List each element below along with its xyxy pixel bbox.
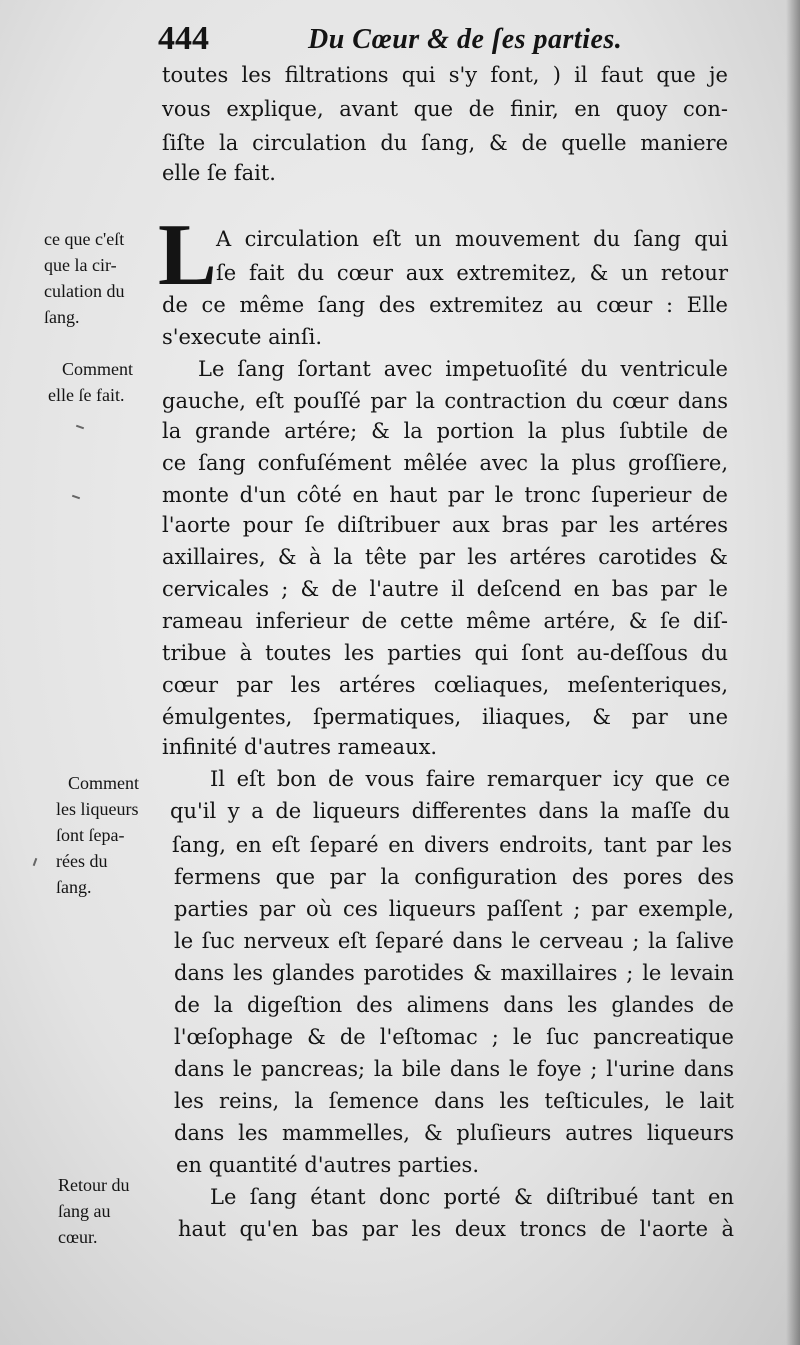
text-line: elle ſe fait.: [162, 161, 276, 185]
margin-note: Comment les liqueurs ſont ſepa- rées du ſang.: [56, 773, 139, 897]
text-line: dans les glandes parotides & maxillaires ; le levain: [174, 961, 734, 985]
text-line: qu'il y a de liqueurs differentes dans la maſſe du: [170, 799, 730, 823]
text-line: fermens que par la configuration des pores des: [174, 865, 734, 889]
text-line: gauche, eſt pouſſé par la contraction du cœur dans: [162, 389, 728, 413]
text-line: ce ſang confuſément mêlée avec la plus groſſiere,: [162, 451, 728, 475]
text-line: infinité d'autres rameaux.: [162, 735, 438, 759]
text-line: le ſuc nerveux eſt ſeparé dans le cerveau ; la ſalive: [174, 929, 734, 953]
text-line: ſang, en eſt ſeparé en divers endroits, tant par les: [172, 833, 732, 857]
text-line: émulgentes, ſpermatiques, iliaques, & par une: [162, 705, 728, 729]
page-edge-shadow: [786, 0, 800, 1345]
text-line: dans le pancreas; la bile dans le foye ; l'urine dans: [174, 1057, 734, 1081]
margin-note: Retour du ſang au cœur.: [58, 1175, 130, 1247]
ink-speck: [33, 858, 38, 866]
text-line: en quantité d'autres parties.: [176, 1153, 479, 1177]
running-head: Du Cœur & de ſes parties.: [308, 24, 623, 55]
page-number: 444: [158, 20, 209, 57]
text-line: l'œſophage & de l'eſtomac ; le ſuc pancreatique: [174, 1025, 734, 1049]
text-line: rameau inferieur de cette même artére, & ſe diſ-: [162, 609, 728, 633]
text-line: ſiſte la circulation du ſang, & de quelle maniere: [162, 131, 728, 155]
text-line: ſe fait du cœur aux extremitez, & un retour: [216, 261, 728, 285]
text-line: cœur par les artéres cœliaques, meſenteriques,: [162, 673, 728, 697]
text-line: monte d'un côté en haut par le tronc ſuperieur de: [162, 483, 728, 507]
text-line: Le ſang ſortant avec impetuoſité du ventricule: [198, 357, 728, 381]
text-line: Il eſt bon de vous faire remarquer icy que ce: [210, 767, 730, 791]
text-line: la grande artére; & la portion la plus ſubtile de: [162, 419, 728, 443]
drop-cap: L: [158, 207, 217, 304]
text-line: A circulation eſt un mouvement du ſang qui: [216, 227, 728, 251]
ink-speck: [72, 495, 80, 500]
ink-speck: [76, 425, 84, 430]
text-line: toutes les filtrations qui s'y font, ) il faut que je: [162, 63, 728, 87]
text-line: de ce même ſang des extremitez au cœur : Elle: [162, 293, 728, 317]
text-line: cervicales ; & de l'autre il deſcend en bas par le: [162, 577, 728, 601]
text-line: de la digeſtion des alimens dans les glandes de: [174, 993, 734, 1017]
text-line: l'aorte pour ſe diſtribuer aux bras par les artéres: [162, 513, 728, 537]
margin-note: Comment elle ſe fait.: [48, 359, 133, 405]
text-line: vous explique, avant que de finir, en quoy con-: [162, 97, 728, 121]
text-line: tribue à toutes les parties qui ſont au-deſſous du: [162, 641, 728, 665]
text-line: Le ſang étant donc porté & diſtribué tant en: [210, 1185, 734, 1209]
text-line: les reins, la ſemence dans les teſticules, le lait: [174, 1089, 734, 1113]
text-line: parties par où ces liqueurs paſſent ; par exemple,: [174, 897, 734, 921]
text-line: axillaires, & à la tête par les artéres carotides &: [162, 545, 728, 569]
text-line: s'execute ainſi.: [162, 325, 323, 349]
margin-note: ce que c'eſt que la cir- culation du ſang.: [44, 229, 125, 327]
text-line: haut qu'en bas par les deux troncs de l'aorte à: [178, 1217, 734, 1241]
text-line: dans les mammelles, & pluſieurs autres liqueurs: [174, 1121, 734, 1145]
